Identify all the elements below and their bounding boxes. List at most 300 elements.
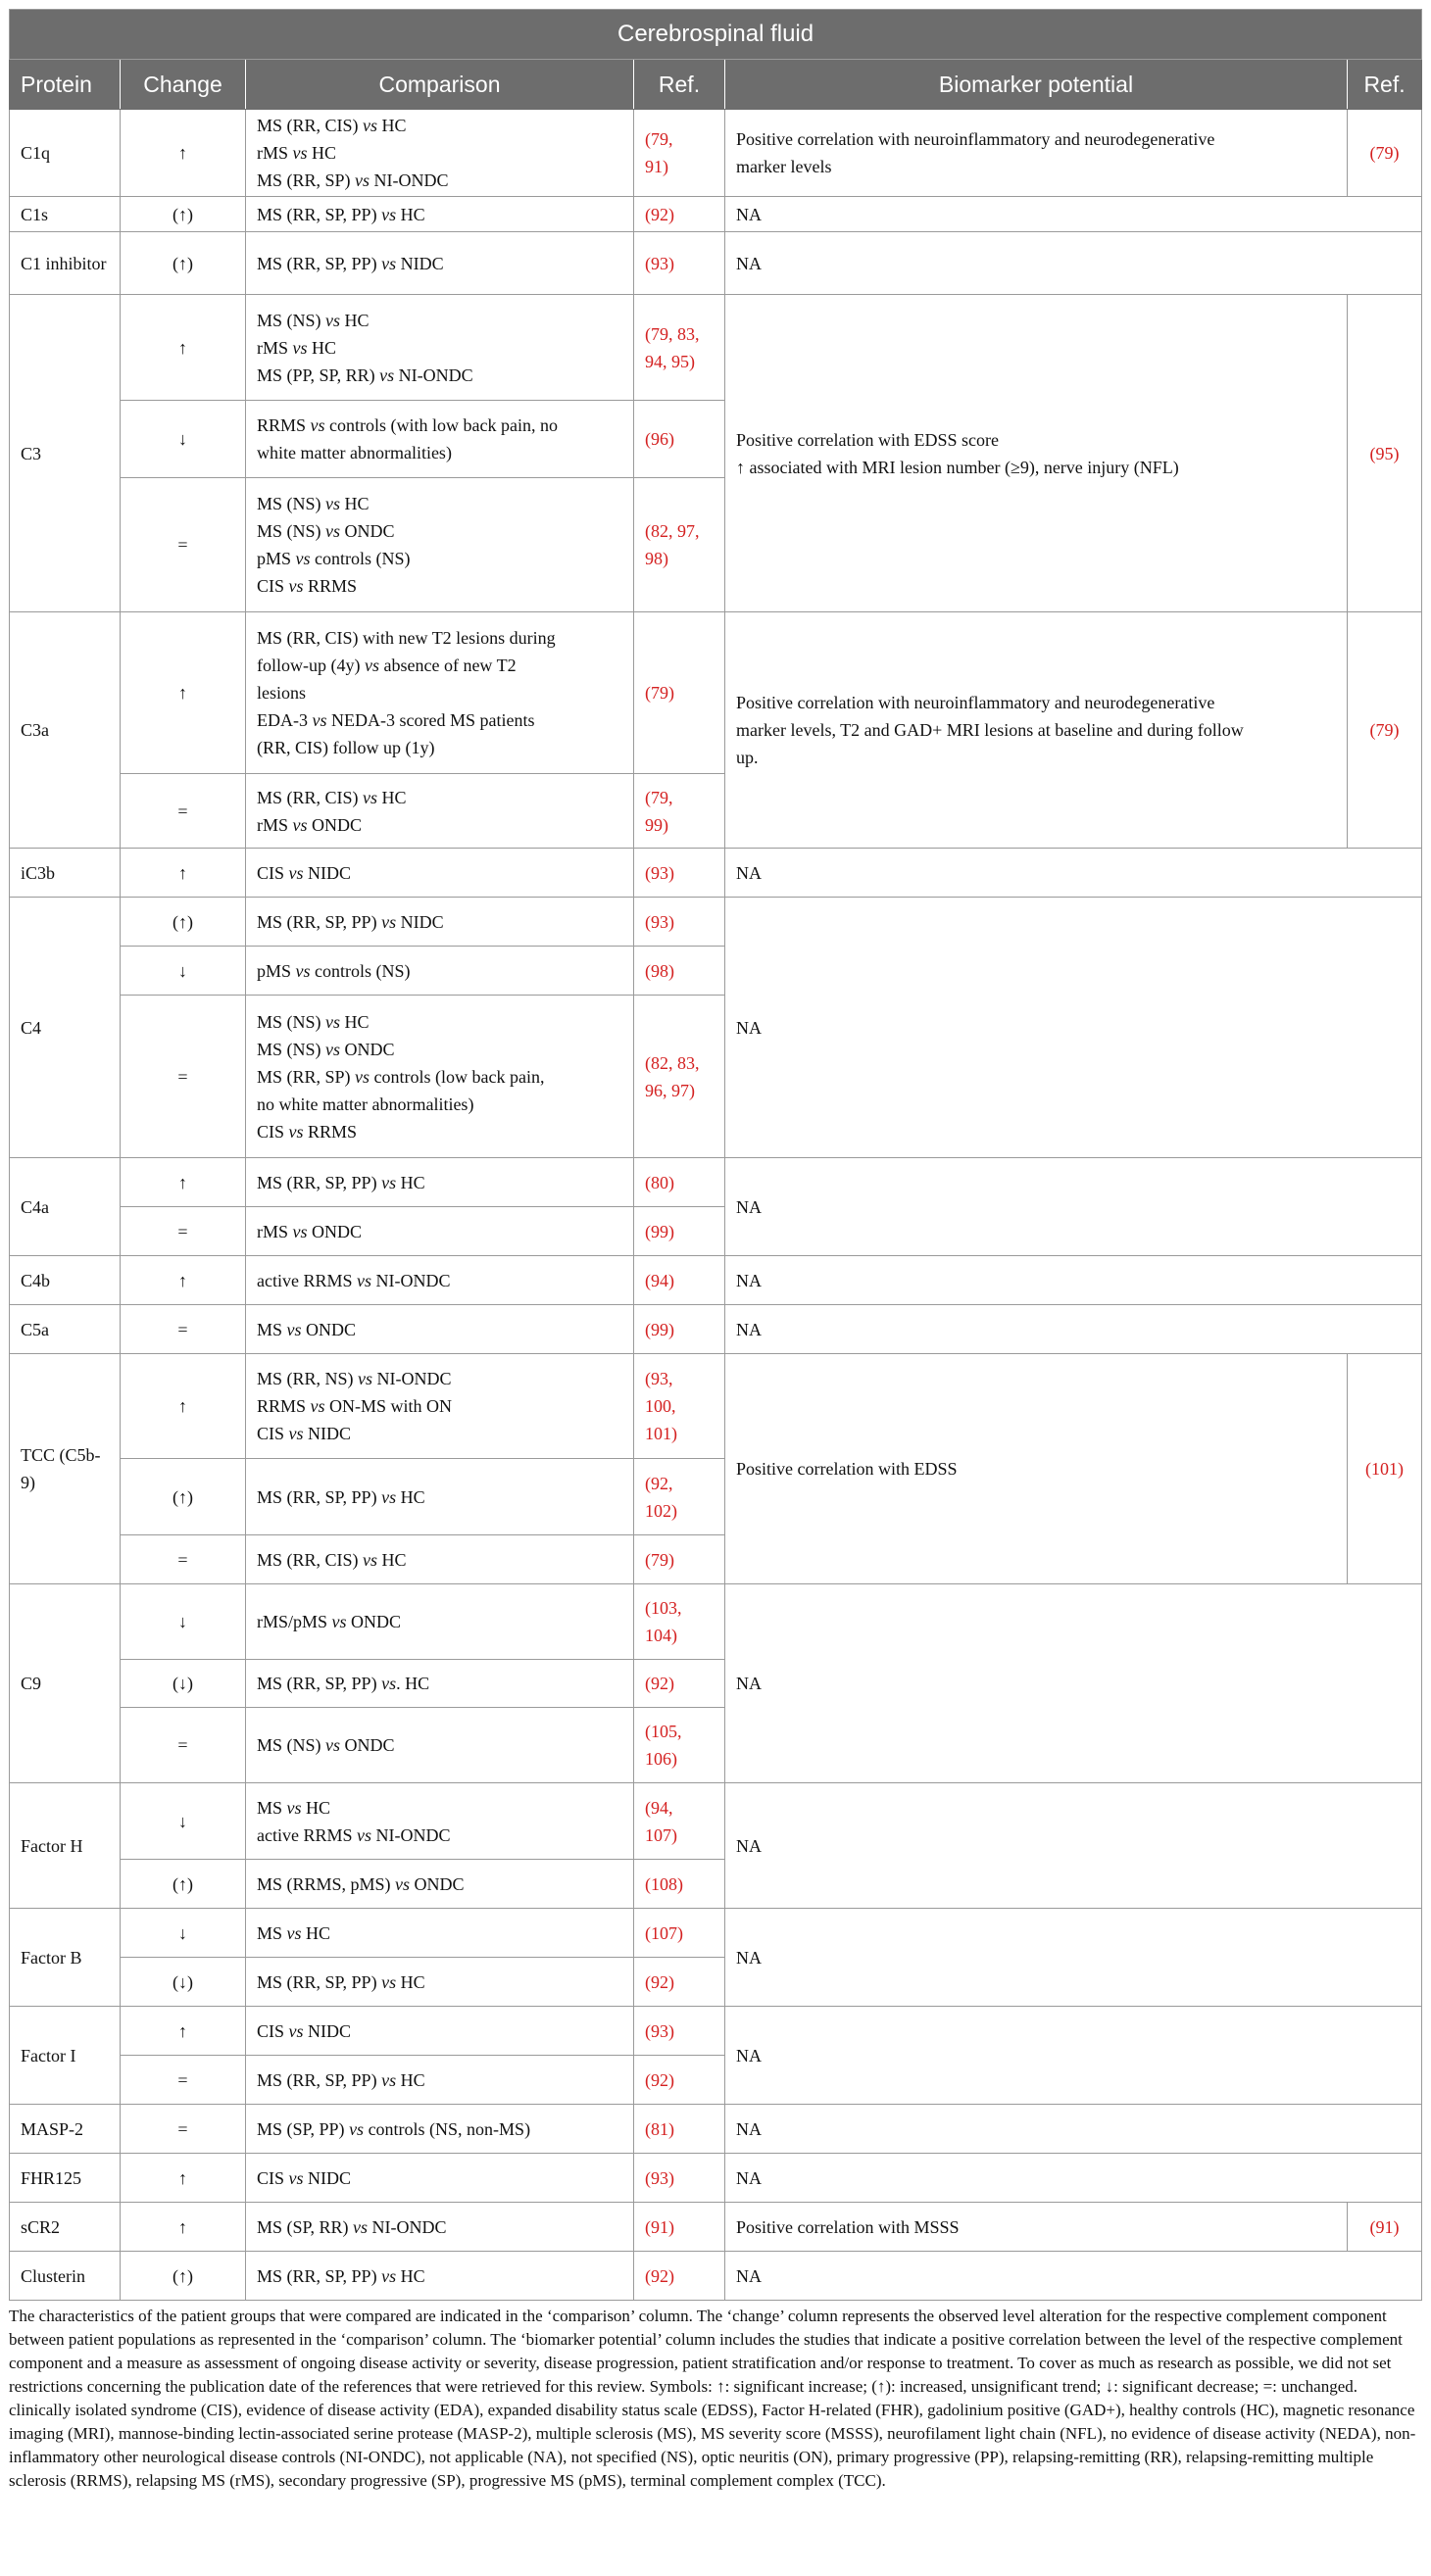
ref-cell [634, 898, 725, 947]
ref-cell [634, 2056, 725, 2105]
potential-line: up. [736, 748, 759, 767]
change-cell: ↑ [121, 1158, 246, 1207]
reference-link[interactable]: (92) [645, 2265, 674, 2286]
vs-word: vs [292, 814, 308, 835]
reference-link[interactable]: (79) [645, 1549, 674, 1570]
comparison-cell [246, 1158, 634, 1207]
protein-cell: FHR125 [10, 2154, 121, 2203]
biomarker-potential-cell: NA [725, 1783, 1422, 1909]
change-cell: = [121, 2105, 246, 2154]
comparison-cell [246, 898, 634, 947]
comparison-cell [246, 478, 634, 612]
potential-ref-cell [1348, 110, 1422, 197]
biomarker-potential-cell: NA [725, 2105, 1422, 2154]
change-cell: = [121, 478, 246, 612]
protein-cell: C5a [10, 1305, 121, 1354]
biomarker-potential-cell: NA [725, 2252, 1422, 2301]
reference-link[interactable]: 101) [645, 1424, 677, 1443]
comparison-line: MS (RR, SP, PP) vs HC [257, 1971, 425, 1992]
vs-word: vs [288, 2020, 304, 2041]
vs-word: vs [381, 2265, 397, 2286]
biomarker-potential-cell: NA [725, 898, 1422, 1158]
vs-word: vs [325, 1011, 341, 1032]
comparison-cell [246, 996, 634, 1158]
reference-link[interactable]: (93) [645, 911, 674, 932]
change-cell: ↑ [121, 2007, 246, 2056]
comparison-cell [246, 2203, 634, 2252]
biomarker-potential-cell: NA [725, 2154, 1422, 2203]
ref-cell [634, 1860, 725, 1909]
vs-word: vs [379, 365, 395, 385]
ref-cell [634, 1783, 725, 1860]
vs-word: vs [325, 494, 341, 513]
biomarker-potential-cell: NA [725, 232, 1422, 295]
potential-line: Positive correlation with neuroinflammatory and neurodegenerative [736, 129, 1215, 149]
change-cell: (↑) [121, 232, 246, 295]
comparison-line: MS (NS) vs HC [257, 494, 370, 513]
vs-word: vs [295, 549, 311, 568]
ref-cell [634, 232, 725, 295]
vs-word: vs [395, 1873, 411, 1894]
comparison-line: (RR, CIS) follow up (1y) [257, 738, 435, 757]
reference-link[interactable]: (91) [645, 2216, 674, 2237]
comparison-cell [246, 1354, 634, 1459]
comparison-line: rMS vs HC [257, 143, 337, 163]
table-row [10, 898, 1422, 947]
ref-cell [634, 1660, 725, 1708]
header-potential-ref: Ref. [1348, 60, 1422, 110]
ref-cell [634, 1354, 725, 1459]
biomarker-potential-cell [725, 110, 1348, 197]
protein-cell: C4b [10, 1256, 121, 1305]
reference-link[interactable]: (93) [645, 862, 674, 883]
change-cell: ↑ [121, 2154, 246, 2203]
change-cell: (↑) [121, 1459, 246, 1535]
comparison-line: lesions [257, 683, 307, 703]
reference-link[interactable]: 94, 95) [645, 351, 695, 371]
comparison-line: MS (RR, CIS) vs HC [257, 1549, 407, 1570]
comparison-cell [246, 1584, 634, 1660]
vs-word: vs [292, 143, 308, 163]
change-cell: (↑) [121, 1860, 246, 1909]
comparison-cell [246, 1783, 634, 1860]
potential-ref-cell [1348, 2203, 1422, 2252]
change-cell: ↑ [121, 849, 246, 898]
comparison-cell [246, 1305, 634, 1354]
comparison-cell [246, 1256, 634, 1305]
comparison-cell [246, 1660, 634, 1708]
reference-link[interactable]: (92, [645, 1473, 673, 1493]
protein-cell: Clusterin [10, 2252, 121, 2301]
reference-link[interactable]: (103, [645, 1598, 682, 1618]
protein-cell: C1 inhibitor [10, 232, 121, 295]
reference-link[interactable]: (98) [645, 960, 674, 981]
comparison-cell [246, 2154, 634, 2203]
reference-link[interactable]: (93, [645, 1369, 673, 1388]
change-cell: = [121, 1708, 246, 1783]
change-cell: (↓) [121, 1958, 246, 2007]
biomarker-potential-cell: NA [725, 849, 1422, 898]
comparison-line: MS (NS) vs ONDC [257, 1039, 395, 1059]
biomarker-potential-cell: NA [725, 1158, 1422, 1256]
reference-link[interactable]: (79) [645, 683, 674, 703]
change-cell: ↓ [121, 1909, 246, 1958]
reference-link[interactable]: (93) [645, 253, 674, 273]
vs-word: vs [357, 1270, 371, 1290]
change-cell: = [121, 1535, 246, 1584]
comparison-line: CIS vs NIDC [257, 862, 352, 883]
change-cell: (↑) [121, 898, 246, 947]
comparison-line: MS (RR, SP, PP) vs HC [257, 2265, 425, 2286]
vs-word: vs [353, 2216, 369, 2237]
potential-line: Positive correlation with EDSS score [736, 429, 999, 450]
table-row [10, 1354, 1422, 1459]
comparison-line: rMS/pMS vs ONDC [257, 1612, 402, 1631]
change-cell: ↓ [121, 401, 246, 478]
header-comparison: Comparison [246, 60, 634, 110]
change-cell: ↑ [121, 1354, 246, 1459]
vs-word: vs [363, 116, 378, 135]
comparison-cell [246, 774, 634, 849]
table-row [10, 1256, 1422, 1305]
reference-link[interactable]: 96, 97) [645, 1080, 695, 1100]
reference-link[interactable]: (82, 83, [645, 1052, 700, 1073]
ref-cell [634, 401, 725, 478]
vs-word: vs [381, 1674, 397, 1693]
reference-link[interactable]: (93) [645, 2020, 674, 2041]
protein-cell: sCR2 [10, 2203, 121, 2252]
vs-word: vs [363, 1549, 378, 1570]
protein-cell: C3 [10, 295, 121, 612]
vs-word: vs [381, 204, 397, 224]
comparison-line: MS (RR, SP, PP) vs HC [257, 1486, 425, 1507]
ref-cell [634, 2154, 725, 2203]
comparison-line: MS (RR, SP) vs NI-ONDC [257, 170, 449, 190]
table-row [10, 1584, 1422, 1660]
vs-word: vs [325, 1735, 341, 1755]
ref-cell [634, 2105, 725, 2154]
protein-cell: C1s [10, 197, 121, 232]
change-cell: = [121, 2056, 246, 2105]
comparison-line: follow-up (4y) vs absence of new T2 [257, 656, 517, 675]
comparison-cell [246, 2105, 634, 2154]
ref-cell [634, 478, 725, 612]
biomarker-potential-cell: NA [725, 1256, 1422, 1305]
comparison-line: MS (RR, SP, PP) vs NIDC [257, 253, 444, 273]
ref-cell [634, 1207, 725, 1256]
comparison-cell [246, 1459, 634, 1535]
ref-cell [634, 947, 725, 996]
header-protein: Protein [10, 60, 121, 110]
comparison-cell [246, 2007, 634, 2056]
comparison-cell [246, 2056, 634, 2105]
comparison-cell [246, 1860, 634, 1909]
reference-link[interactable]: (94, [645, 1797, 673, 1818]
change-cell: = [121, 996, 246, 1158]
change-cell: = [121, 1305, 246, 1354]
reference-link[interactable]: (99) [645, 1221, 674, 1241]
table-row [10, 612, 1422, 774]
vs-word: vs [325, 521, 341, 541]
comparison-cell [246, 110, 634, 197]
vs-word: vs [355, 1066, 370, 1087]
change-cell: (↓) [121, 1660, 246, 1708]
comparison-line: rMS vs ONDC [257, 1221, 363, 1241]
vs-word: vs [292, 1221, 308, 1241]
change-cell: ↑ [121, 1256, 246, 1305]
comparison-line: CIS vs NIDC [257, 2167, 352, 2188]
comparison-line: RRMS vs ON-MS with ON [257, 1396, 453, 1416]
comparison-line: CIS vs NIDC [257, 2020, 352, 2041]
protein-cell: Factor I [10, 2007, 121, 2105]
comparison-cell [246, 947, 634, 996]
protein-cell: TCC (C5b-9) [10, 1354, 121, 1584]
ref-cell [634, 774, 725, 849]
reference-link[interactable]: (99) [645, 1319, 674, 1339]
ref-cell [634, 2007, 725, 2056]
reference-link[interactable]: 104) [645, 1626, 677, 1645]
reference-link[interactable]: (105, [645, 1722, 682, 1741]
table-row [10, 295, 1422, 401]
ref-cell [634, 1459, 725, 1535]
comparison-cell [246, 197, 634, 232]
reference-link[interactable]: 91) [645, 157, 668, 176]
reference-link[interactable]: (91) [1369, 2216, 1400, 2237]
comparison-cell [246, 295, 634, 401]
vs-word: vs [381, 1486, 397, 1507]
reference-link[interactable]: (79) [1369, 720, 1400, 740]
reference-link[interactable]: 98) [645, 549, 668, 568]
ref-cell [634, 1305, 725, 1354]
ref-cell [634, 612, 725, 774]
reference-link[interactable]: 106) [645, 1749, 677, 1769]
comparison-cell [246, 1535, 634, 1584]
vs-word: vs [295, 960, 311, 981]
reference-link[interactable]: (108) [645, 1873, 683, 1894]
biomarker-potential-cell [725, 295, 1348, 612]
ref-cell [634, 197, 725, 232]
comparison-line: active RRMS vs NI-ONDC [257, 1824, 451, 1845]
comparison-line: rMS vs HC [257, 337, 337, 358]
table-row [10, 110, 1422, 197]
change-cell: ↓ [121, 1584, 246, 1660]
reference-link[interactable]: 100, [645, 1396, 676, 1416]
vs-word: vs [310, 1396, 325, 1416]
table-row [10, 2154, 1422, 2203]
comparison-line: MS (RR, CIS) vs HC [257, 787, 407, 807]
comparison-line: CIS vs RRMS [257, 1121, 358, 1142]
header-biomarker-potential: Biomarker potential [725, 60, 1348, 110]
comparison-cell [246, 401, 634, 478]
reference-link[interactable]: (79) [1369, 143, 1400, 163]
biomarker-potential-cell: NA [725, 1305, 1422, 1354]
reference-link[interactable]: 107) [645, 1824, 677, 1845]
csf-complement-table [9, 9, 1422, 2301]
comparison-line: CIS vs NIDC [257, 1424, 352, 1443]
ref-cell [634, 295, 725, 401]
ref-cell [634, 849, 725, 898]
reference-link[interactable]: (107) [645, 1922, 683, 1943]
comparison-line: MS vs ONDC [257, 1319, 357, 1339]
table-row [10, 2105, 1422, 2154]
potential-line: marker levels, T2 and GAD+ MRI lesions at baseline and during follow [736, 720, 1244, 740]
header-ref: Ref. [634, 60, 725, 110]
ref-cell [634, 1958, 725, 2007]
comparison-cell [246, 612, 634, 774]
potential-ref-cell [1348, 295, 1422, 612]
change-cell: ↑ [121, 110, 246, 197]
header-change: Change [121, 60, 246, 110]
reference-link[interactable]: (101) [1365, 1459, 1405, 1479]
table-row [10, 232, 1422, 295]
table-caption: Cerebrospinal fluid [10, 10, 1422, 60]
biomarker-potential-cell: NA [725, 1584, 1422, 1783]
table-footnote: The characteristics of the patient groups that were compared are indicated in the ‘comparison’ column. The ‘change’ column represents the observed level alteration for the respective complement component between patient populations as represented in the ‘comparison’ column. The ‘biomarker potential’ column includes the studies that indicate a positive correlation between the level of the respective complement component and a measure as assessment of ongoing disease activity or severity, disease progression, patient stratification and/or response to treatment. To cover as much as research as possible, we did not set restrictions concerning the publication date of the references that were retrieved for this review. Symbols: ↑: significant increase; (↑): increased, unsignificant trend; ↓: significant decrease; =: unchanged. clinically isolated syndrome (CIS), evidence of disease activity (EDA), expanded disability status scale (EDSS), Factor H-related (FHR), gadolinium positive (GAD+), healthy controls (HC), magnetic resonance imaging (MRI), mannose-binding lectin-associated serine protease (MASP-2), multiple sclerosis (MS), MS severity score (MSSS), neurofilament light chain (NFL), no evidence of disease activity (NEDA), non-inflammatory other neurological disease controls (NI-ONDC), not applicable (NA), not specified (NS), optic neuritis (ON), primary progressive (PP), relapsing-remitting (RR), relapsing-remitting multiple sclerosis (RRMS), relapsing MS (rMS), secondary progressive (SP), progressive MS (pMS), terminal complement complex (TCC). [9, 2307, 1416, 2490]
reference-link[interactable]: (81) [645, 2118, 674, 2139]
table-row [10, 849, 1422, 898]
protein-cell: C3a [10, 612, 121, 849]
potential-ref-cell [1348, 612, 1422, 849]
biomarker-potential-cell [725, 2203, 1348, 2252]
vs-word: vs [357, 1824, 371, 1845]
reference-link[interactable]: (95) [1369, 443, 1400, 463]
comparison-line: MS (RR, NS) vs NI-ONDC [257, 1369, 452, 1388]
vs-word: vs [288, 1424, 304, 1443]
vs-word: vs [381, 1971, 397, 1992]
reference-link[interactable]: (94) [645, 1270, 674, 1290]
reference-link[interactable]: (92) [645, 1971, 674, 1992]
comparison-line: CIS vs RRMS [257, 576, 358, 596]
vs-word: vs [292, 337, 308, 358]
reference-link[interactable]: (96) [645, 429, 674, 449]
reference-link[interactable]: 102) [645, 1500, 677, 1521]
reference-link[interactable]: (92) [645, 204, 674, 224]
comparison-cell [246, 232, 634, 295]
comparison-line: MS (RRMS, pMS) vs ONDC [257, 1873, 465, 1894]
potential-line: marker levels [736, 157, 832, 176]
change-cell: (↑) [121, 2252, 246, 2301]
ref-cell [634, 1708, 725, 1783]
vs-word: vs [286, 1797, 302, 1818]
comparison-cell [246, 2252, 634, 2301]
ref-cell [634, 1584, 725, 1660]
comparison-line: MS (NS) vs HC [257, 1011, 370, 1032]
reference-link[interactable]: (82, 97, [645, 521, 700, 541]
vs-word: vs [286, 1319, 302, 1339]
reference-link[interactable]: (93) [645, 2167, 674, 2188]
vs-word: vs [325, 310, 341, 330]
ref-cell [634, 1535, 725, 1584]
protein-cell: C9 [10, 1584, 121, 1783]
reference-link[interactable]: (92) [645, 1674, 674, 1693]
comparison-line: MS (SP, RR) vs NI-ONDC [257, 2216, 447, 2237]
comparison-cell [246, 1708, 634, 1783]
reference-link[interactable]: 99) [645, 814, 668, 835]
protein-cell: C4 [10, 898, 121, 1158]
potential-line: Positive correlation with neuroinflammatory and neurodegenerative [736, 693, 1215, 712]
vs-word: vs [288, 2167, 304, 2188]
vs-word: vs [363, 787, 378, 807]
vs-word: vs [381, 2069, 397, 2090]
reference-link[interactable]: (79, 83, [645, 323, 700, 344]
vs-word: vs [288, 862, 304, 883]
change-cell: ↑ [121, 612, 246, 774]
comparison-cell [246, 1909, 634, 1958]
change-cell: (↑) [121, 197, 246, 232]
change-cell: = [121, 1207, 246, 1256]
change-cell: = [121, 774, 246, 849]
change-cell: ↓ [121, 947, 246, 996]
vs-word: vs [331, 1612, 347, 1631]
protein-cell: Factor H [10, 1783, 121, 1909]
comparison-line: MS (NS) vs ONDC [257, 521, 395, 541]
vs-word: vs [381, 253, 397, 273]
vs-word: vs [381, 911, 397, 932]
ref-cell [634, 1158, 725, 1207]
table-row [10, 197, 1422, 232]
vs-word: vs [286, 1922, 302, 1943]
comparison-line: MS (RR, SP, PP) vs HC [257, 2069, 425, 2090]
change-cell: ↓ [121, 1783, 246, 1860]
table-row [10, 2252, 1422, 2301]
table-row [10, 1305, 1422, 1354]
comparison-cell [246, 849, 634, 898]
vs-word: vs [355, 170, 370, 190]
comparison-line: pMS vs controls (NS) [257, 960, 411, 981]
comparison-line: MS (NS) vs ONDC [257, 1735, 395, 1755]
reference-link[interactable]: (79, [645, 129, 673, 149]
reference-link[interactable]: (92) [645, 2069, 674, 2090]
reference-link[interactable]: (80) [645, 1172, 674, 1192]
comparison-line: rMS vs ONDC [257, 814, 363, 835]
comparison-line: MS (RR, SP, PP) vs NIDC [257, 911, 444, 932]
ref-cell [634, 1256, 725, 1305]
change-cell: ↑ [121, 295, 246, 401]
biomarker-potential-cell: NA [725, 1909, 1422, 2007]
vs-word: vs [349, 2118, 365, 2139]
table-row [10, 2203, 1422, 2252]
protein-cell: C4a [10, 1158, 121, 1256]
protein-cell: C1q [10, 110, 121, 197]
ref-cell [634, 2252, 725, 2301]
biomarker-potential-cell: NA [725, 2007, 1422, 2105]
comparison-line: pMS vs controls (NS) [257, 549, 411, 568]
protein-cell: Factor B [10, 1909, 121, 2007]
reference-link[interactable]: (79, [645, 787, 673, 807]
biomarker-potential-cell [725, 1354, 1348, 1584]
comparison-cell [246, 1207, 634, 1256]
table-page [9, 9, 1421, 2493]
comparison-line: active RRMS vs NI-ONDC [257, 1270, 451, 1290]
comparison-line: MS vs HC [257, 1922, 331, 1943]
comparison-line: white matter abnormalities) [257, 443, 452, 462]
potential-line: Positive correlation with EDSS [736, 1459, 958, 1479]
ref-cell [634, 1909, 725, 1958]
comparison-line: no white matter abnormalities) [257, 1094, 474, 1114]
vs-word: vs [381, 1172, 397, 1192]
table-row [10, 1909, 1422, 1958]
vs-word: vs [364, 656, 379, 675]
comparison-line: MS (RR, CIS) vs HC [257, 116, 407, 135]
comparison-line: MS (RR, SP, PP) vs. HC [257, 1674, 430, 1693]
ref-cell [634, 2203, 725, 2252]
ref-cell [634, 110, 725, 197]
comparison-line: MS (RR, CIS) with new T2 lesions during [257, 628, 556, 648]
potential-ref-cell [1348, 1354, 1422, 1584]
table-row [10, 1783, 1422, 1860]
protein-cell: iC3b [10, 849, 121, 898]
vs-word: vs [312, 710, 327, 730]
